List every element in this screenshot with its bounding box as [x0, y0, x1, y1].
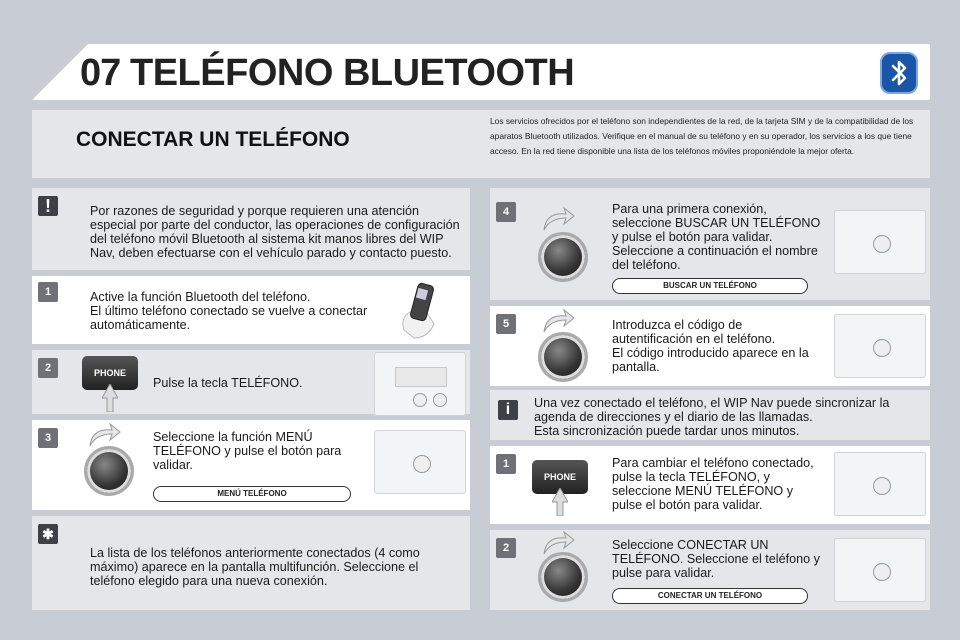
step-number: 2 [38, 358, 58, 378]
exclamation-icon: ! [38, 196, 58, 216]
chapter-number: 07 [80, 52, 121, 94]
rotate-arrow-icon [542, 206, 576, 232]
radio-unit-image [834, 452, 926, 516]
page-title: TELÉFONO BLUETOOTH [130, 52, 575, 94]
step-1-text: Active la función Bluetooth del teléfono. El último teléfono conectado se vuelve a conectar automáticamente. [90, 290, 368, 332]
arrow-up-icon [102, 384, 118, 412]
rotate-arrow-icon [542, 530, 576, 556]
phone-key-button[interactable]: PHONE [532, 460, 588, 494]
step-number: 1 [38, 282, 58, 302]
step-number: 4 [496, 202, 516, 222]
step-number: 2 [496, 538, 516, 558]
change-phone-step-1-text: Para cambiar el teléfono conectado, pulse la tecla TELÉFONO, y seleccione MENÚ TELÉFONO y pulse el botón para validar. [612, 456, 814, 512]
rotary-knob-icon[interactable] [538, 232, 588, 282]
rotary-knob-icon[interactable] [538, 552, 588, 602]
mobile-phone-icon [394, 280, 454, 342]
sun-icon: ✱ [38, 524, 58, 544]
step-5-text: Introduzca el código de autentificación en el teléfono. El código introducido aparece en la pantalla. [612, 318, 809, 374]
section-title: CONECTAR UN TELÉFONO [76, 128, 350, 151]
rotate-arrow-icon [542, 308, 576, 334]
rotate-arrow-icon [88, 422, 122, 448]
step-number: 3 [38, 428, 58, 448]
info-text: Una vez conectado el teléfono, el WIP Nav puede sincronizar la agenda de direcciones y el diario de las llamadas. Esta sincronización puede tardar unos minutos. [534, 396, 890, 438]
radio-unit-image [834, 538, 926, 602]
step-4-text: Para una primera conexión, seleccione BUSCAR UN TELÉFONO y pulse el botón para validar. Seleccione a continuación el nombre del teléfono. [612, 202, 821, 272]
rotary-knob-icon[interactable] [84, 446, 134, 496]
change-phone-step-2-text: Seleccione CONECTAR UN TELÉFONO. Seleccione el teléfono y pulse para validar. [612, 538, 820, 580]
arrow-up-icon [552, 488, 568, 516]
step-number: 5 [496, 314, 516, 334]
buscar-telefono-label[interactable]: BUSCAR UN TELÉFONO [612, 278, 808, 294]
section-info-text: Los servicios ofrecidos por el teléfono son independientes de la red, de la tarjeta SIM y de la compatibilidad de los aparatos Bluetooth utilizados. Verifique en el manual de su teléfono y en su operador, los servicios a los que tiene acceso. En la red tiene disponible una lista de los teléfonos móviles proponiéndole la mejor oferta. [490, 116, 914, 156]
step-3-text: Seleccione la función MENÚ TELÉFONO y pulse el botón para validar. [153, 430, 342, 472]
radio-unit-image [374, 430, 466, 494]
step-number: 1 [496, 454, 516, 474]
menu-telefono-label[interactable]: MENÚ TELÉFONO [153, 486, 351, 502]
conectar-telefono-label[interactable]: CONECTAR UN TELÉFONO [612, 588, 808, 604]
rotary-knob-icon[interactable] [538, 332, 588, 382]
radio-unit-image [834, 314, 926, 378]
step-2-text: Pulse la tecla TELÉFONO. [153, 376, 303, 390]
bluetooth-icon [880, 52, 918, 94]
tip-text: La lista de los teléfonos anteriormente conectados (4 como máximo) aparece en la pantalla multifunción. Seleccione el teléfono elegido para una nueva conexión. [90, 546, 420, 588]
radio-unit-image [374, 352, 466, 416]
info-icon: i [498, 400, 518, 420]
warning-text: Por razones de seguridad y porque requieren una atención especial por parte del conductor, las operaciones de configuración del teléfono móvil Bluetooth al sistema kit manos libres del WIP Nav, deben efectuarse con el vehículo parado y contacto puesto. [90, 204, 460, 260]
radio-unit-image [834, 210, 926, 274]
phone-key-button[interactable]: PHONE [82, 356, 138, 390]
